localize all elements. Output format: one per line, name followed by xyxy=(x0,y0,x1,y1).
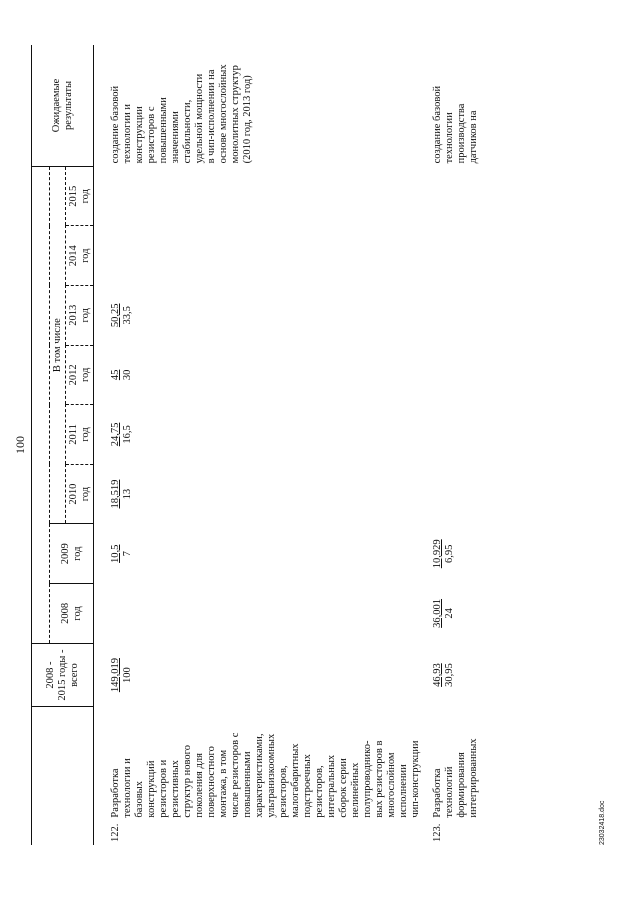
header-total: 2008 - 2015 годы - всего xyxy=(32,643,94,707)
activity-name-line: характеристиками, xyxy=(254,733,265,818)
cell-year-2014 xyxy=(428,226,486,286)
cell-year-2013 xyxy=(94,286,428,346)
amount-total-value: 24,75 xyxy=(110,422,121,447)
expected-result-line: создание базовой xyxy=(110,85,121,164)
cell-total xyxy=(94,643,428,707)
activity-name-line: интегральных xyxy=(326,754,337,818)
activity-name-line: резисторов и xyxy=(158,759,169,818)
activity-name-line: чип-конструкции xyxy=(410,740,421,818)
table-row xyxy=(94,45,428,845)
activity-name-line: базовых xyxy=(134,781,145,818)
cell-year-2010 xyxy=(94,464,428,524)
amount-total-value: 149,019 xyxy=(110,658,121,693)
amount-total-value: 18,519 xyxy=(110,479,121,509)
program-table xyxy=(31,45,486,845)
expected-result-line: стабильности, xyxy=(182,99,193,164)
expected-result-line: (2010 год, 2013 год) xyxy=(242,75,253,164)
header-2014: 2014 год xyxy=(66,226,94,286)
amount-budget-value: 6,95 xyxy=(444,544,455,563)
expected-result-line: повышенными xyxy=(158,97,169,164)
activity-name-line: полупроводнико- xyxy=(362,740,373,818)
amount-budget-value: 13 xyxy=(122,488,133,500)
cell-year-2009 xyxy=(94,524,428,584)
cell-year-2014 xyxy=(94,226,428,286)
header-2015: 2015 год xyxy=(66,166,94,226)
amount-total-value: 50,25 xyxy=(110,303,121,328)
rotated-document-page xyxy=(10,45,610,845)
activity-name-line: сборок серии xyxy=(338,758,349,818)
header-years-group xyxy=(32,166,50,643)
table-body xyxy=(94,45,486,845)
activity-name-line: технологии и xyxy=(122,758,133,818)
activity-name-line: конструкций xyxy=(146,760,157,818)
activity-name-line: резисторов, xyxy=(314,765,325,818)
row-expected-result xyxy=(428,45,486,166)
cell-year-2010 xyxy=(428,464,486,524)
expected-result-line: производства xyxy=(456,103,467,164)
amount-total-value: 46,93 xyxy=(432,663,443,687)
header-expected-results: Ожидаемые результаты xyxy=(32,45,94,166)
amount-budget-value: 7 xyxy=(122,551,133,557)
activity-name-line: монтажа, в том xyxy=(218,749,229,818)
cell-year-2012 xyxy=(94,345,428,405)
expected-result-line: основе многослойных xyxy=(218,64,229,164)
amount-budget-value: 24 xyxy=(444,608,455,619)
cell-year-2015 xyxy=(428,166,486,226)
cell-year-2011 xyxy=(94,405,428,465)
header-2013: 2013 год xyxy=(66,286,94,346)
header-2010: 2010 год xyxy=(66,464,94,524)
activity-name-line: поколения для xyxy=(194,753,205,818)
expected-result-line: в чип-исполнении на xyxy=(206,69,217,164)
activity-name-line: технологий xyxy=(444,766,455,818)
row-number: 122. xyxy=(110,823,121,842)
expected-result-line: технологии и xyxy=(122,104,133,164)
row-number: 123. xyxy=(432,823,443,842)
amount-budget-value: 30 xyxy=(122,369,133,381)
activity-name-line: резистивных xyxy=(170,760,181,818)
cell-year-2009 xyxy=(428,524,486,584)
activity-name-line: повышенными xyxy=(242,751,253,818)
cell-year-2008 xyxy=(94,584,428,644)
amount-budget-value: 30,95 xyxy=(444,663,455,687)
cell-year-2008 xyxy=(428,584,486,644)
amount-total-value: 36,001 xyxy=(432,598,443,628)
amount-total-value: 45 xyxy=(110,369,121,381)
header-blank xyxy=(32,707,94,845)
amount-total-value: 10,5 xyxy=(110,544,121,563)
amount-total-value: 10,929 xyxy=(432,539,443,569)
header-2011: 2011 год xyxy=(66,405,94,465)
cell-total xyxy=(428,643,486,707)
document-footer: 23032418.doc xyxy=(599,800,606,845)
activity-name-line: числе резисторов с xyxy=(230,732,241,818)
header-2012: 2012 год xyxy=(66,345,94,405)
activity-name-line: нелинейных xyxy=(350,762,361,818)
activity-name-line: Разработка xyxy=(110,768,121,818)
activity-name-line: малогабаритных xyxy=(290,743,301,818)
amount-budget-value: 33,5 xyxy=(122,306,133,325)
activity-name-line: интегрированных xyxy=(468,738,479,818)
activity-name-line: подстроечных xyxy=(302,754,313,818)
header-in-that-number: В том числе xyxy=(50,166,66,524)
activity-name-line: Разработка xyxy=(432,768,443,818)
header-2009: 2009 год xyxy=(50,524,94,584)
activity-name-line: поверхностного xyxy=(206,746,217,818)
row-activity-name xyxy=(428,707,486,821)
expected-result-line: резисторов с xyxy=(146,106,157,164)
row-activity-name xyxy=(94,707,428,821)
activity-name-line: вых резисторов в xyxy=(374,740,385,818)
activity-name-line: многослойном xyxy=(386,752,397,818)
expected-result-line: конструкции xyxy=(134,106,145,164)
table-row xyxy=(428,45,486,845)
expected-result-line: создание базовой xyxy=(432,85,443,164)
row-expected-result xyxy=(94,45,428,166)
page-number: 100 xyxy=(13,436,27,454)
cell-year-2015 xyxy=(94,166,428,226)
cell-year-2011 xyxy=(428,405,486,465)
amount-budget-value: 100 xyxy=(122,667,133,683)
cell-year-2013 xyxy=(428,286,486,346)
expected-result-line: значениями xyxy=(170,111,181,164)
header-2008: 2008 год xyxy=(50,584,94,644)
activity-name-line: ультранизкоомных xyxy=(266,733,277,818)
expected-result-line: технологии xyxy=(444,112,455,164)
expected-result-line: датчиков на xyxy=(468,110,479,164)
expected-result-line: монолитных структур xyxy=(230,65,241,164)
activity-name-line: формирования xyxy=(456,752,467,818)
amount-budget-value: 16,5 xyxy=(122,425,133,444)
activity-name-line: структур нового xyxy=(182,745,193,818)
activity-name-line: резисторов, xyxy=(278,765,289,818)
cell-year-2012 xyxy=(428,345,486,405)
expected-result-line: удельной мощности xyxy=(194,73,205,164)
activity-name-line: исполнении xyxy=(398,764,409,818)
